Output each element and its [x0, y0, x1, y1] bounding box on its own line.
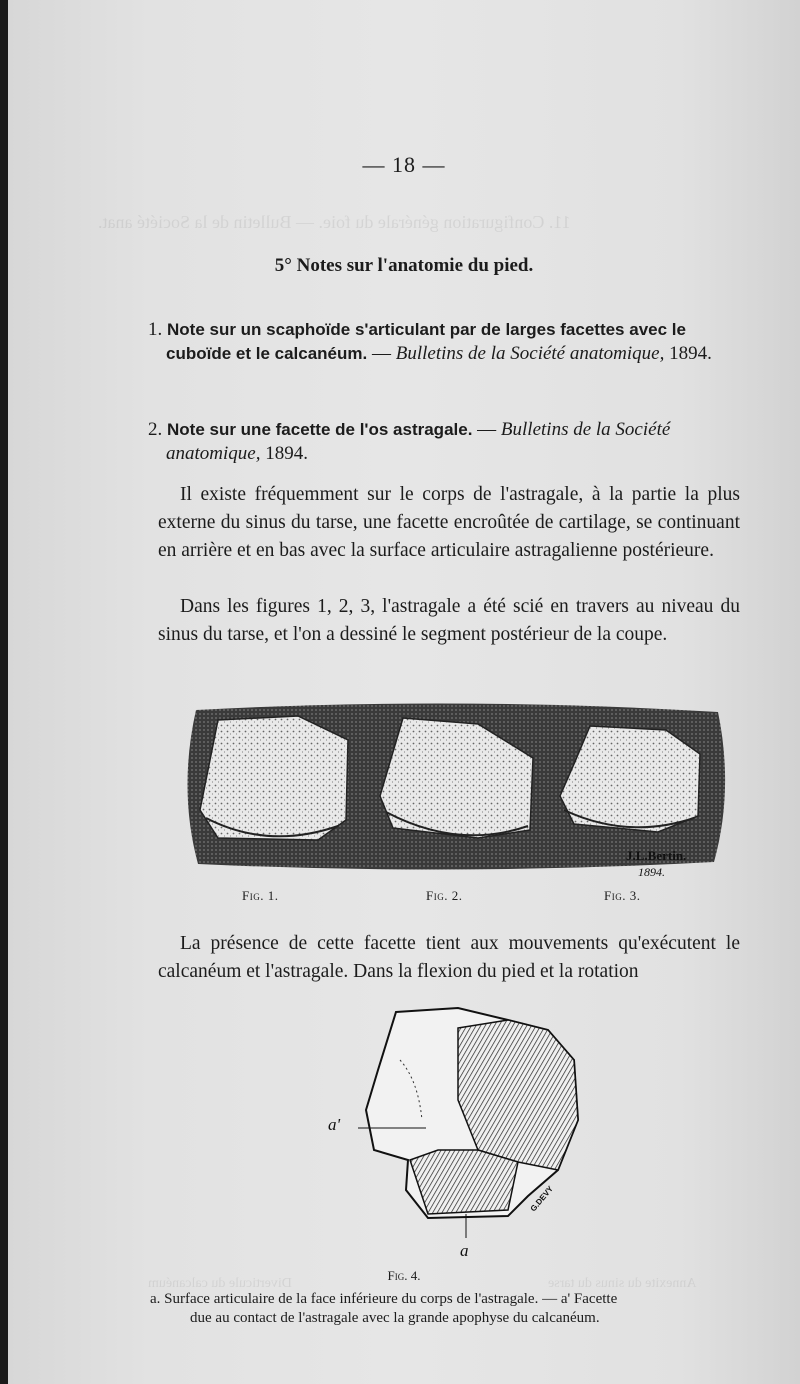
note-year: 1894.	[265, 443, 308, 464]
note-entry-2	[148, 418, 738, 466]
figure-caption-1: Fig. 1.	[242, 888, 279, 903]
note-title: Note sur une facette de l'os astragale.	[167, 420, 473, 439]
note-source: Bulletins de la Société anatomique,	[166, 419, 671, 464]
note-number: 2.	[148, 419, 163, 440]
label-a-prime: a'	[328, 1115, 341, 1134]
bleed-through-text: Diverticule du calcanéum	[148, 1276, 292, 1291]
figure-caption-4: Fig. 4.	[387, 1268, 421, 1283]
body-paragraph-2: Dans les figures 1, 2, 3, l'astragale a été scié en travers au niveau du sinus du tarse, et l'on a dessiné le segment postérieur de la coupe.	[158, 596, 740, 645]
plate-signature: J.L.Bertin.	[626, 848, 687, 863]
note-title: Note sur un scaphoïde s'articulant par de larges facettes avec le cuboïde et le calcanéum.	[166, 320, 686, 363]
note-source: Bulletins de la Société anatomique,	[395, 343, 665, 364]
astragalus-figure-4	[328, 1000, 598, 1265]
figure-caption-2: Fig. 2.	[426, 888, 463, 903]
label-a: a	[460, 1241, 469, 1260]
plate-signature-year: 1894.	[638, 865, 665, 879]
note-number: 1.	[148, 319, 163, 340]
figure-legend-line-2: due au contact de l'astragale avec la grande apophyse du calcanéum.	[190, 1310, 600, 1326]
section-title: 5° Notes sur l'anatomie du pied.	[274, 255, 534, 276]
note-entry-1	[148, 318, 738, 366]
bone-section-fig-1	[200, 716, 348, 840]
bleed-through-text: 11. Configuration générale du foie. — Bulletin de la Société anat.	[98, 212, 571, 232]
document-page	[8, 0, 800, 1384]
body-paragraph-1: Il existe fréquemment sur le corps de l'astragale, à la partie la plus externe du sinus du tarse, une facette encroûtée de cartilage, se continuant en arrière et en bas avec la surface articulaire astragalienne postérieure.	[158, 484, 740, 561]
note-dash: —	[477, 419, 497, 440]
figure-legend-line-1: a. Surface articulaire de la face inférieure du corps de l'astragale. — a' Facette	[150, 1291, 618, 1307]
astragalus-sections-plate	[178, 700, 730, 880]
engraver-mark: G.DEVY	[528, 1184, 555, 1214]
figure-caption-3: Fig. 3.	[604, 888, 641, 903]
body-paragraph-3: La présence de cette facette tient aux mouvements qu'exécutent le calcanéum et l'astragale. Dans la flexion du pied et la rotation	[158, 933, 740, 982]
page-number: — 18 —	[362, 152, 446, 177]
note-year: 1894.	[669, 343, 712, 364]
bleed-through-text: Annexite du sinus du tarse	[548, 1276, 697, 1291]
note-dash: —	[372, 343, 391, 364]
